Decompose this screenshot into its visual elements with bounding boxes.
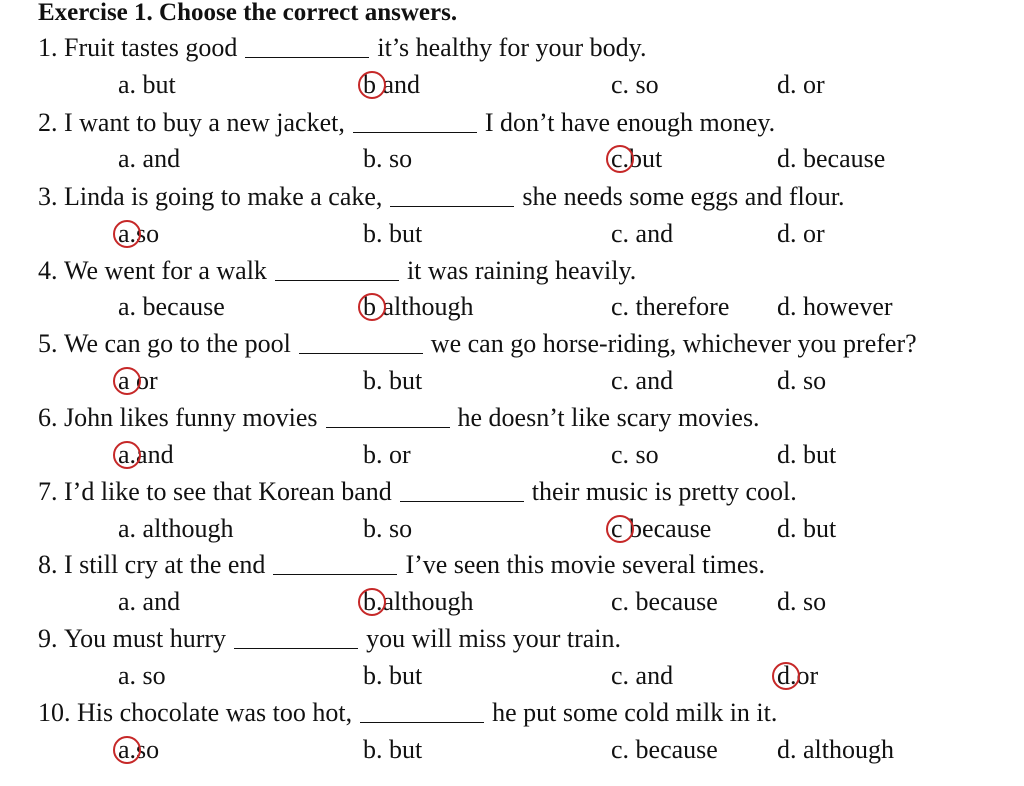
option-letter: a. xyxy=(118,735,137,764)
answer-option[interactable] xyxy=(118,292,225,322)
answer-option[interactable] xyxy=(777,292,893,322)
question-line xyxy=(38,108,775,138)
answer-option[interactable] xyxy=(611,292,729,322)
option-letter: b xyxy=(363,70,376,99)
option-letter: b. xyxy=(363,587,383,616)
option-letter: d. xyxy=(777,70,797,99)
answer-option[interactable] xyxy=(118,219,159,249)
answer-blank[interactable] xyxy=(273,554,397,575)
answer-option[interactable] xyxy=(611,366,673,396)
option-text: or xyxy=(796,219,825,248)
answer-option[interactable] xyxy=(777,587,826,617)
option-text: because xyxy=(796,144,886,173)
option-letter: b. xyxy=(363,219,383,248)
option-letter: c. xyxy=(611,366,630,395)
question-text-after: he doesn’t like scary movies. xyxy=(457,403,760,432)
answer-option[interactable] xyxy=(363,144,412,174)
option-letter: a. xyxy=(118,587,137,616)
option-letter: a. xyxy=(118,440,137,469)
answer-option[interactable] xyxy=(611,144,662,174)
option-text: or xyxy=(796,70,825,99)
question-number: 2. xyxy=(38,108,64,137)
question-line xyxy=(38,403,760,433)
question-text-after: you will miss your train. xyxy=(366,624,621,653)
answer-option[interactable] xyxy=(363,366,422,396)
option-letter: c. xyxy=(611,735,630,764)
answer-option[interactable] xyxy=(118,70,176,100)
option-text: or xyxy=(382,440,411,469)
question-text-before: His chocolate was too hot, xyxy=(77,698,353,727)
option-text: therefore xyxy=(629,292,730,321)
question-text-before: We went for a walk xyxy=(64,256,267,285)
option-text: or xyxy=(129,366,158,395)
option-text: and xyxy=(376,70,421,99)
answer-option[interactable] xyxy=(777,514,836,544)
option-letter: a. xyxy=(118,661,137,690)
option-letter: a xyxy=(118,366,130,395)
answer-option[interactable] xyxy=(363,661,422,691)
answer-option[interactable] xyxy=(611,514,711,544)
answer-option[interactable] xyxy=(118,144,180,174)
answer-option[interactable] xyxy=(611,440,659,470)
answer-blank[interactable] xyxy=(275,260,399,281)
option-text: although xyxy=(796,735,894,764)
option-text: so xyxy=(136,219,160,248)
option-letter: c. xyxy=(611,219,630,248)
question-text-after: it was raining heavily. xyxy=(406,256,637,285)
question-text-after: we can go horse-riding, whichever you prefer? xyxy=(430,329,917,358)
option-text: but xyxy=(382,661,423,690)
answer-blank[interactable] xyxy=(326,407,450,428)
answer-option[interactable] xyxy=(363,514,412,544)
option-letter: c xyxy=(611,514,623,543)
question-text-before: I want to buy a new jacket, xyxy=(64,108,345,137)
question-number: 5. xyxy=(38,329,64,358)
option-text: or xyxy=(796,661,819,690)
option-text: and xyxy=(629,366,674,395)
answer-option[interactable] xyxy=(363,219,422,249)
option-text: because xyxy=(629,735,718,764)
option-text: although xyxy=(382,587,474,616)
question-line xyxy=(38,182,844,212)
question-text-before: Linda is going to make a cake, xyxy=(64,182,383,211)
answer-option[interactable] xyxy=(777,661,818,691)
option-letter: d. xyxy=(777,735,797,764)
answer-option[interactable] xyxy=(118,366,158,396)
option-letter: d. xyxy=(777,144,797,173)
answer-blank[interactable] xyxy=(400,481,524,502)
answer-option[interactable] xyxy=(777,70,825,100)
option-text: because xyxy=(629,587,718,616)
question-line xyxy=(38,550,765,580)
option-letter: b xyxy=(363,292,376,321)
question-number: 6. xyxy=(38,403,64,432)
answer-option[interactable] xyxy=(118,587,180,617)
answer-option[interactable] xyxy=(363,587,474,617)
option-text: so xyxy=(382,144,413,173)
option-letter: c. xyxy=(611,70,630,99)
question-number: 1. xyxy=(38,33,64,62)
option-letter: d. xyxy=(777,219,797,248)
option-text: and xyxy=(136,144,181,173)
answer-option[interactable] xyxy=(777,440,836,470)
question-text-after: I’ve seen this movie several times. xyxy=(405,550,765,579)
question-number: 8. xyxy=(38,550,64,579)
option-text: so xyxy=(629,440,659,469)
option-letter: c. xyxy=(611,661,630,690)
option-letter: d. xyxy=(777,587,797,616)
question-text-after: it’s healthy for your body. xyxy=(377,33,647,62)
answer-blank[interactable] xyxy=(360,702,484,723)
option-text: so xyxy=(796,587,827,616)
question-line xyxy=(38,477,797,507)
option-letter: a. xyxy=(118,514,137,543)
answer-option[interactable] xyxy=(611,661,673,691)
option-text: however xyxy=(796,292,893,321)
question-number: 3. xyxy=(38,182,64,211)
question-number: 9. xyxy=(38,624,64,653)
answer-option[interactable] xyxy=(363,735,422,765)
question-number: 7. xyxy=(38,477,64,506)
answer-option[interactable] xyxy=(363,292,474,322)
question-number: 4. xyxy=(38,256,64,285)
answer-option[interactable] xyxy=(611,587,718,617)
question-text-before: Fruit tastes good xyxy=(64,33,238,62)
question-number: 10. xyxy=(38,698,77,727)
exercise-title: Exercise 1. Choose the correct answers. xyxy=(38,0,458,26)
question-line xyxy=(38,33,646,63)
answer-option[interactable] xyxy=(777,735,894,765)
question-text-before: John likes funny movies xyxy=(64,403,318,432)
question-text-after: she needs some eggs and flour. xyxy=(522,182,845,211)
question-text-before: You must hurry xyxy=(64,624,227,653)
option-text: and xyxy=(136,440,174,469)
option-letter: d. xyxy=(777,661,797,690)
option-text: but xyxy=(136,70,176,99)
option-letter: a. xyxy=(118,219,137,248)
option-letter: b. xyxy=(363,735,383,764)
option-text: but xyxy=(382,219,423,248)
answer-blank[interactable] xyxy=(390,186,514,207)
option-letter: b. xyxy=(363,144,383,173)
option-letter: d. xyxy=(777,514,797,543)
option-letter: b. xyxy=(363,440,383,469)
answer-option[interactable] xyxy=(777,144,885,174)
answer-option[interactable] xyxy=(777,366,826,396)
option-text: so xyxy=(796,366,827,395)
option-letter: a. xyxy=(118,70,137,99)
option-text: because xyxy=(622,514,712,543)
option-text: and xyxy=(629,661,674,690)
option-text: but xyxy=(629,144,663,173)
option-text: so xyxy=(382,514,413,543)
option-letter: d. xyxy=(777,366,797,395)
option-text: but xyxy=(796,514,837,543)
question-line xyxy=(38,698,777,728)
option-letter: c. xyxy=(611,587,630,616)
question-text-after: their music is pretty cool. xyxy=(531,477,797,506)
option-letter: a. xyxy=(118,144,137,173)
question-text-before: I still cry at the end xyxy=(64,550,266,579)
answer-option[interactable] xyxy=(118,735,159,765)
option-letter: a. xyxy=(118,292,137,321)
option-text: so xyxy=(629,70,659,99)
answer-option[interactable] xyxy=(118,514,234,544)
option-letter: b. xyxy=(363,514,383,543)
question-line xyxy=(38,256,636,286)
option-text: so xyxy=(136,735,160,764)
option-text: and xyxy=(136,587,181,616)
option-text: and xyxy=(629,219,674,248)
option-text: but xyxy=(382,735,423,764)
option-letter: c. xyxy=(611,440,630,469)
option-letter: b. xyxy=(363,661,383,690)
answer-option[interactable] xyxy=(777,219,825,249)
option-letter: d. xyxy=(777,292,797,321)
option-letter: c. xyxy=(611,144,630,173)
question-text-after: he put some cold milk in it. xyxy=(492,698,778,727)
option-text: so xyxy=(136,661,166,690)
question-text-after: I don’t have enough money. xyxy=(484,108,776,137)
option-letter: c. xyxy=(611,292,630,321)
question-line xyxy=(38,329,917,359)
option-text: but xyxy=(796,440,837,469)
question-text-before: I’d like to see that Korean band xyxy=(64,477,392,506)
answer-option[interactable] xyxy=(611,219,673,249)
answer-option[interactable] xyxy=(118,440,174,470)
answer-option[interactable] xyxy=(611,735,718,765)
answer-blank[interactable] xyxy=(234,628,358,649)
option-letter: d. xyxy=(777,440,797,469)
answer-blank[interactable] xyxy=(245,37,369,58)
answer-option[interactable] xyxy=(118,661,166,691)
option-text: because xyxy=(136,292,225,321)
option-letter: b. xyxy=(363,366,383,395)
answer-option[interactable] xyxy=(611,70,659,100)
question-line xyxy=(38,624,621,654)
answer-option[interactable] xyxy=(363,70,420,100)
option-text: although xyxy=(376,292,474,321)
answer-blank[interactable] xyxy=(353,112,477,133)
answer-option[interactable] xyxy=(363,440,411,470)
question-text-before: We can go to the pool xyxy=(64,329,291,358)
answer-blank[interactable] xyxy=(299,333,423,354)
option-text: but xyxy=(382,366,423,395)
option-text: although xyxy=(136,514,234,543)
